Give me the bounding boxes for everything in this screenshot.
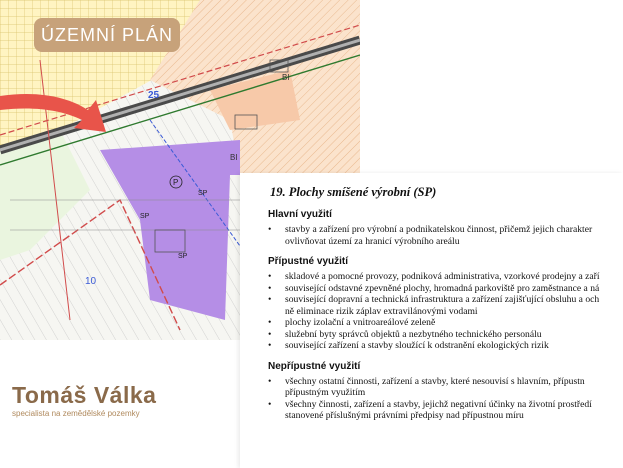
section-heading-main-use: Hlavní využití — [268, 209, 332, 220]
map-label-25: 25 — [148, 90, 160, 101]
territorial-plan-badge: ÚZEMNÍ PLÁN — [34, 18, 180, 52]
list-item: • všechny činnosti, zařízení a stavby, jejichž negativní účinky na životní prostředí stanovené příslušnými právními předpisy nad přípustnou míru — [268, 399, 623, 422]
zoning-document — [240, 173, 623, 468]
section-heading-permitted-use: Přípustné využití — [268, 256, 349, 267]
main-use-list — [240, 224, 623, 247]
document-title: 19. Plochy smíšené výrobní (SP) — [270, 185, 437, 199]
list-item: • služební byty správců objektů a nezbytného technického personálu — [268, 329, 623, 341]
list-item: • související dopravní a technická infrastruktura a zařízení zajišťující obsluhu a och ně eliminace rizik záplav extravilánovými vodami — [268, 294, 623, 317]
map-label-sp-2: SP — [178, 253, 188, 260]
list-item: • související odstavné zpevněné plochy, hromadná parkoviště pro zaměstnance a ná — [268, 283, 623, 295]
list-item: • související zařízení a stavby sloužící k odstranění ekologických rizik — [268, 340, 623, 352]
section-heading-prohibited-use: Nepřípustné využití — [268, 360, 361, 372]
permitted-use-list — [240, 271, 623, 352]
map-label-10: 10 — [85, 276, 97, 287]
brand-logo — [12, 382, 242, 418]
brand-tagline: specialista na zemědělské pozemky — [12, 409, 140, 418]
brand-name: Tomáš Válka — [12, 382, 157, 408]
map-label-bi-1: BI — [282, 73, 290, 82]
map-label-parking: P — [173, 178, 179, 187]
map-label-bi-2: BI — [230, 153, 238, 162]
list-item: • stavby a zařízení pro výrobní a podnikatelskou činnost, přičemž jejich charakter ovlivňovat území za hranicí výrobního areálu — [268, 224, 623, 247]
prohibited-use-list — [240, 376, 623, 422]
map-label-sp-3: SP — [140, 213, 150, 220]
list-item: • všechny ostatní činnosti, zařízení a stavby, které nesouvisí s hlavním, přípustn přípustným využitím — [268, 376, 623, 399]
list-item: • skladové a pomocné provozy, podniková administrativa, vzorkové prodejny a zaří — [268, 271, 623, 283]
list-item: • plochy izolační a vnitroareálové zeleně — [268, 317, 623, 329]
map-label-sp-1: SP — [198, 190, 208, 197]
